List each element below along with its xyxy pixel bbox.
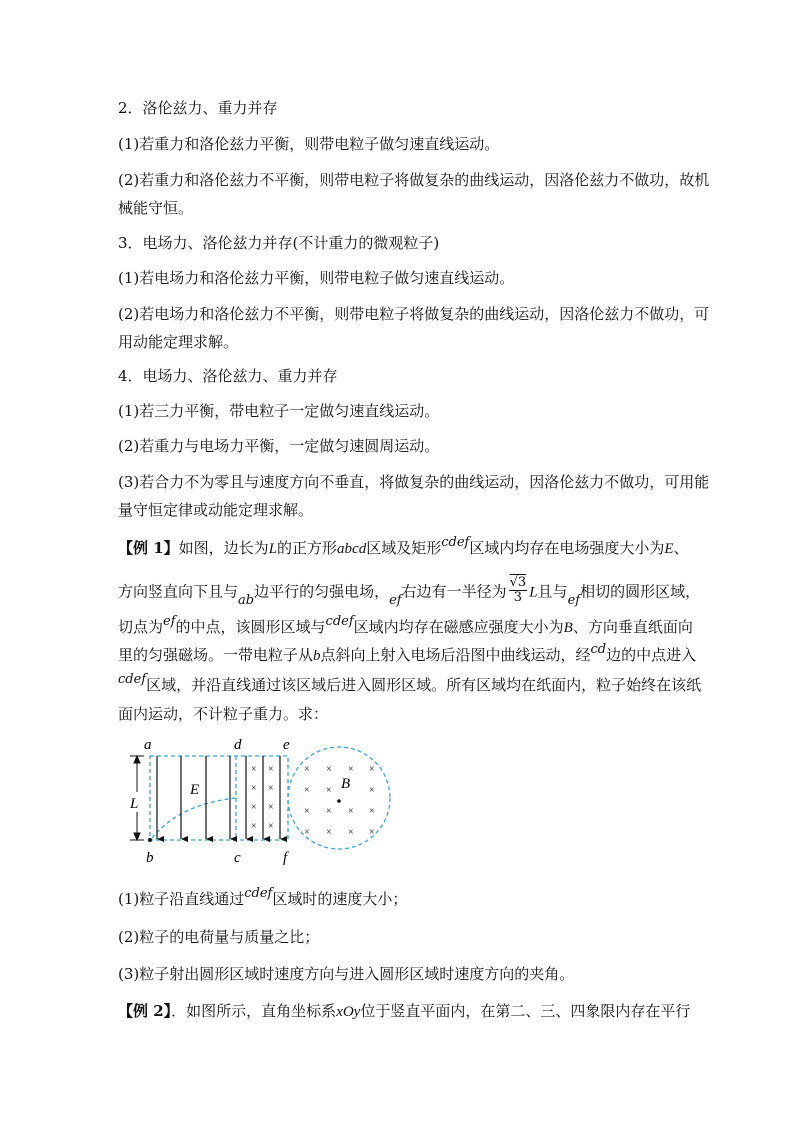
example1-line-5: cdef区域，并沿直线通过该区域后进入圆形区域。所有区域均在纸面内，粒子始终在该纸 (118, 672, 702, 694)
cross-mark: × (268, 802, 274, 813)
heading-4: 4．电场力、洛伦兹力、重力并存 (118, 367, 338, 385)
cross-mark: × (326, 806, 332, 817)
cross-mark: × (348, 827, 354, 838)
cross-mark: × (369, 785, 375, 796)
example1-line-1: 【例 1】如图，边长为L的正方形abcd区域及矩形cdef区域内均存在电场强度大小为E、 (118, 535, 689, 557)
point-b (148, 838, 152, 842)
label-E: E (190, 782, 200, 798)
paragraph: 用动能定理求解。 (118, 333, 239, 351)
cross-mark: × (304, 764, 310, 775)
example1-line-2: 方向竖直向下且与ab边平行的匀强电场，ef右边有一半径为 $\frac{√3}{3}$ L且与ef相切的圆形区域， (118, 575, 701, 608)
heading-2: 2．洛伦兹力、重力并存 (118, 99, 278, 117)
paragraph: (1)若重力和洛伦兹力平衡，则带电粒子做匀速直线运动。 (118, 135, 500, 153)
label-B: B (341, 776, 351, 792)
cross-mark: × (326, 827, 332, 838)
paragraph: (2)若电场力和洛伦兹力不平衡，则带电粒子将做复杂的曲线运动，因洛伦兹力不做功，可 (118, 305, 710, 323)
label-L: L (130, 796, 139, 812)
cross-mark: × (348, 806, 354, 817)
paragraph: (1)若三力平衡，带电粒子一定做匀速直线运动。 (118, 402, 440, 420)
label-e: e (283, 737, 290, 753)
cross-mark: × (251, 783, 257, 794)
cross-mark: × (348, 764, 354, 775)
paragraph: (1)若电场力和洛伦兹力平衡，则带电粒子做匀速直线运动。 (118, 269, 515, 287)
label-a: a (144, 737, 152, 753)
cross-mark: × (369, 806, 375, 817)
example1-line-4: 里的匀强磁场。一带电粒子从b点斜向上射入电场后沿图中曲线运动，经cd边的中点进入 (118, 642, 697, 664)
cross-mark: × (251, 802, 257, 813)
fraction-sqrt3-over-3: $\frac{√3}{3}$ (509, 575, 527, 605)
cross-mark: × (326, 764, 332, 775)
example-label: 【例 1】 (118, 539, 179, 557)
question-1: (1)粒子沿直线通过cdef区域时的速度大小； (118, 886, 408, 908)
cross-mark: × (369, 827, 375, 838)
cross-mark: × (304, 785, 310, 796)
cross-mark: × (304, 827, 310, 838)
example1-line-6: 面内运动，不计粒子重力。求： (118, 705, 329, 723)
paragraph: (2)若重力和洛伦兹力不平衡，则带电粒子将做复杂的曲线运动，因洛伦兹力不做功，故机 (118, 171, 710, 189)
paragraph: 量守恒定律或动能定理求解。 (118, 501, 314, 519)
example1-line-3: 切点为ef的中点，该圆形区域与cdef区域内均存在磁感应强度大小为B、方向垂直纸面向 (118, 614, 693, 636)
heading-3: 3．电场力、洛伦兹力并存(不计重力的微观粒子) (118, 234, 440, 252)
paragraph: (2)若重力与电场力平衡，一定做匀速圆周运动。 (118, 437, 440, 455)
paragraph: (3)若合力不为零且与速度方向不垂直，将做复杂的曲线运动，因洛伦兹力不做功，可用能 (118, 473, 710, 491)
physics-diagram (120, 732, 410, 868)
question-3: (3)粒子射出圆形区域时速度方向与进入圆形区域时速度方向的夹角。 (118, 965, 575, 983)
cross-mark: × (369, 764, 375, 775)
cross-mark: × (251, 821, 257, 832)
paragraph: 械能守恒。 (118, 199, 194, 217)
example-label: 【例 2】 (118, 1002, 172, 1020)
cross-mark: × (304, 806, 310, 817)
question-2: (2)粒子的电荷量与质量之比； (118, 928, 320, 946)
example2-line-1: 【例 2】．如图所示，直角坐标系xOy位于竖直平面内，在第二、三、四象限内存在平行 (118, 1002, 691, 1020)
magnetic-field-crosses-cdef (251, 764, 274, 832)
circle-center-point (337, 799, 341, 803)
electric-field-arrows (157, 756, 280, 839)
label-d: d (234, 737, 242, 753)
field-boundaries (150, 747, 390, 849)
label-c: c (234, 850, 241, 866)
cross-mark: × (268, 821, 274, 832)
cross-mark: × (326, 785, 332, 796)
label-f: f (283, 850, 288, 866)
cross-mark: × (251, 764, 257, 775)
label-b: b (146, 850, 154, 866)
cross-mark: × (268, 783, 274, 794)
cross-mark: × (268, 764, 274, 775)
